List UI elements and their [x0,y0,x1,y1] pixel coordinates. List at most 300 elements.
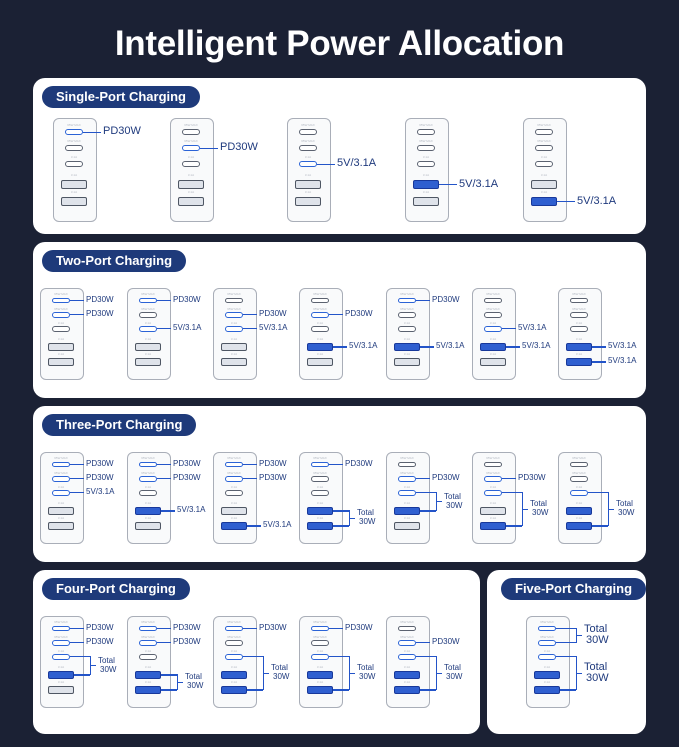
bracket-line [333,525,349,526]
usb-a-port [394,522,420,531]
port-marking: 3.1A [57,484,65,489]
port-marking: 3.1A [230,484,238,489]
usb-c-port [182,161,200,167]
port-marking: 65W MAX [400,306,414,311]
connector-line [592,361,606,362]
usb-a-port [413,180,439,189]
total-label: Total [444,663,461,673]
port-marking: 3.1A [543,648,551,653]
port-marking: 65W MAX [141,306,155,311]
connector-line [243,464,257,465]
power-readout: PD30W [345,458,373,468]
usb-a-port [480,343,506,352]
power-readout: PD30W [259,458,287,468]
usb-c-port [65,161,83,167]
port-marking: 3.1A [230,648,238,653]
usb-a-port [307,507,333,516]
power-readout: PD30W [518,473,546,483]
port-marking: 65W MAX [301,139,315,143]
port-marking: 3.1A [403,336,411,341]
port-marking: 65W MAX [141,620,155,625]
port-marking: 65W MAX [419,139,433,143]
connector-line [243,314,257,315]
total-label: Total [271,663,288,673]
bracket-line [161,674,177,675]
bracket-line [556,628,576,629]
total-label: Total [530,499,547,509]
port-marking: 65W MAX [400,470,414,475]
port-marking: 65W MAX [184,123,198,127]
usb-a-port [534,686,560,695]
connector-line [333,346,347,347]
usb-c-port [570,462,588,468]
usb-a-port [307,686,333,695]
usb-c-port [484,312,502,318]
usb-a-port [135,671,161,680]
port-marking: 65W MAX [141,292,155,297]
port-marking: 3.1A [144,484,152,489]
usb-a-port [531,180,557,189]
usb-a-port [48,686,74,695]
port-marking: 3.1A [316,320,324,325]
power-readout: PD30W [86,622,114,632]
port-marking: 3.1A [230,515,238,520]
bracket-line [263,673,269,674]
bracket-line [556,642,576,643]
port-marking: 3.1A [316,351,324,356]
usb-a-port [135,522,161,531]
power-readout: PD30W [173,622,201,632]
usb-c-port [570,490,588,496]
usb-a-port [135,343,161,352]
port-marking: 65W MAX [227,306,241,311]
usb-c-port [398,490,416,496]
usb-c-port [311,326,329,332]
power-readout: PD30W [432,294,460,304]
total-value: 30W [586,672,609,685]
port-marking: 65W MAX [313,634,327,639]
usb-c-port [139,462,157,468]
port-marking: 65W MAX [227,292,241,297]
connector-line [243,478,257,479]
usb-c-port [535,129,553,135]
section-title-two: Two-Port Charging [42,250,186,272]
usb-a-port [178,180,204,189]
total-value: 30W [618,508,635,518]
port-marking: 3.1A [316,679,324,684]
connector-line [157,464,171,465]
port-marking: 3.1A [403,484,411,489]
power-readout: PD30W [173,637,201,647]
usb-a-port [295,197,321,206]
port-marking: 65W MAX [54,292,68,297]
port-marking: 3.1A [403,679,411,684]
connector-line [329,314,343,315]
usb-a-port [135,686,161,695]
usb-a-port [307,671,333,680]
port-marking: 3.1A [144,515,152,520]
port-marking: 3.1A [489,515,497,520]
usb-a-port [566,343,592,352]
port-marking: 65W MAX [227,456,241,461]
connector-line [70,464,84,465]
port-marking: 65W MAX [400,620,414,625]
port-marking: 3.1A [575,515,583,520]
usb-c-port [484,326,502,332]
port-marking: 3.1A [187,173,195,177]
port-marking: 3.1A [540,173,548,177]
usb-c-port [398,626,416,632]
usb-a-port [394,507,420,516]
total-value: 30W [446,500,463,510]
port-marking: 3.1A [575,484,583,489]
section-title-single: Single-Port Charging [42,86,200,108]
usb-c-port [225,462,243,468]
usb-a-port [295,180,321,189]
usb-c-port [225,640,243,646]
port-marking: 65W MAX [486,470,500,475]
usb-c-port [398,654,416,660]
usb-a-port [307,358,333,367]
port-marking: 65W MAX [540,634,554,639]
usb-c-port [225,312,243,318]
port-marking: 65W MAX [184,139,198,143]
usb-a-port [480,507,506,516]
port-marking: 3.1A [575,336,583,341]
connector-line [243,328,257,329]
power-readout: PD30W [259,309,287,319]
power-readout: PD30W [173,473,201,483]
section-title-three: Three-Port Charging [42,414,196,436]
port-marking: 3.1A [70,155,78,159]
usb-c-port [139,476,157,482]
connector-line [83,132,101,133]
connector-line [70,492,84,493]
bracket-line [576,635,582,636]
port-marking: 3.1A [57,679,65,684]
usb-c-port [52,326,70,332]
usb-c-port [538,640,556,646]
power-readout: PD30W [345,309,373,319]
connector-line [70,314,84,315]
usb-a-port [61,180,87,189]
usb-a-port [566,522,592,531]
power-readout: PD30W [173,294,201,304]
usb-a-port [534,671,560,680]
usb-c-port [417,145,435,151]
usb-a-port [221,507,247,516]
bracket-line [329,656,349,657]
power-readout: PD30W [432,473,460,483]
usb-c-port [311,476,329,482]
port-marking: 3.1A [57,664,65,669]
usb-c-port [398,326,416,332]
connector-line [502,328,516,329]
port-marking: 65W MAX [227,634,241,639]
port-marking: 65W MAX [572,470,586,475]
port-marking: 65W MAX [67,139,81,143]
usb-a-port [307,522,333,531]
usb-c-port [417,129,435,135]
port-marking: 3.1A [316,500,324,505]
connector-line [506,346,520,347]
usb-c-port [484,476,502,482]
usb-a-port [48,522,74,531]
port-marking: 3.1A [187,190,195,194]
usb-c-port [139,640,157,646]
port-marking: 65W MAX [419,123,433,127]
usb-c-port [52,462,70,468]
usb-c-port [311,462,329,468]
usb-c-port [52,490,70,496]
usb-c-port [398,462,416,468]
bracket-line [416,656,436,657]
port-marking: 3.1A [230,320,238,325]
bracket-line [333,689,349,690]
port-marking: 3.1A [57,320,65,325]
connector-line [70,628,84,629]
connector-line [157,328,171,329]
connector-line [329,464,343,465]
usb-a-port [221,522,247,531]
port-marking: 3.1A [489,351,497,356]
connector-line [420,346,434,347]
total-value: 30W [532,508,549,518]
port-marking: 3.1A [316,484,324,489]
usb-c-port [538,654,556,660]
port-marking: 3.1A [422,173,430,177]
port-marking: 3.1A [144,648,152,653]
total-value: 30W [359,517,376,527]
power-readout: 5V/3.1A [349,341,378,351]
usb-c-port [139,490,157,496]
connector-line [329,628,343,629]
connector-line [70,300,84,301]
port-marking: 3.1A [543,679,551,684]
bracket-line [436,501,442,502]
power-readout: 5V/3.1A [459,177,499,190]
connector-line [439,184,457,185]
port-marking: 3.1A [316,336,324,341]
port-marking: 3.1A [575,351,583,356]
usb-c-port [225,626,243,632]
usb-c-port [535,145,553,151]
port-marking: 65W MAX [141,470,155,475]
connector-line [70,642,84,643]
usb-c-port [484,462,502,468]
bracket-line [349,518,355,519]
usb-c-port [52,312,70,318]
connector-line [416,642,430,643]
power-readout: PD30W [86,294,114,304]
bracket-line [161,689,177,690]
usb-c-port [225,298,243,304]
usb-a-port [48,343,74,352]
port-marking: 3.1A [316,648,324,653]
port-marking: 3.1A [304,173,312,177]
total-value: 30W [586,634,609,647]
usb-a-port [48,507,74,516]
bracket-line [522,509,528,510]
port-marking: 3.1A [316,515,324,520]
port-marking: 65W MAX [572,292,586,297]
connector-line [161,510,175,511]
port-marking: 65W MAX [54,620,68,625]
port-marking: 3.1A [575,320,583,325]
usb-c-port [52,640,70,646]
usb-c-port [225,476,243,482]
usb-c-port [570,326,588,332]
usb-a-port [394,671,420,680]
power-readout: PD30W [103,125,141,137]
port-marking: 3.1A [230,500,238,505]
usb-c-port [65,129,83,135]
port-marking: 3.1A [144,351,152,356]
power-readout: 5V/3.1A [173,323,202,333]
port-marking: 3.1A [489,500,497,505]
total-value: 30W [359,672,376,682]
power-readout: 5V/3.1A [436,341,465,351]
connector-line [157,478,171,479]
usb-c-port [311,654,329,660]
bracket-line [420,689,436,690]
usb-c-port [139,298,157,304]
total-value: 30W [446,672,463,682]
usb-c-port [484,298,502,304]
usb-c-port [139,654,157,660]
port-marking: 65W MAX [54,306,68,311]
port-marking: 3.1A [403,351,411,356]
port-marking: 65W MAX [572,456,586,461]
port-marking: 65W MAX [537,139,551,143]
usb-a-port [394,343,420,352]
total-label: Total [185,672,202,682]
usb-c-port [299,129,317,135]
port-marking: 65W MAX [486,456,500,461]
port-marking: 3.1A [575,500,583,505]
port-marking: 65W MAX [486,292,500,297]
port-marking: 3.1A [70,173,78,177]
port-marking: 65W MAX [537,123,551,127]
connector-line [157,628,171,629]
usb-c-port [417,161,435,167]
usb-c-port [65,145,83,151]
bracket-line [416,492,436,493]
usb-a-port [531,197,557,206]
port-marking: 3.1A [403,500,411,505]
usb-c-port [311,490,329,496]
power-readout: 5V/3.1A [518,323,547,333]
usb-a-port [566,358,592,367]
port-marking: 3.1A [144,336,152,341]
usb-c-port [52,476,70,482]
port-marking: 65W MAX [141,634,155,639]
bracket-line [560,689,576,690]
port-marking: 65W MAX [54,470,68,475]
power-readout: 5V/3.1A [608,341,637,351]
port-marking: 3.1A [57,500,65,505]
usb-c-port [139,312,157,318]
port-marking: 3.1A [230,351,238,356]
power-readout: 5V/3.1A [608,356,637,366]
port-marking: 3.1A [489,336,497,341]
usb-c-port [570,476,588,482]
power-readout: 5V/3.1A [263,520,292,530]
power-readout: 5V/3.1A [177,505,206,515]
usb-c-port [299,161,317,167]
total-label: Total [357,508,374,518]
power-readout: 5V/3.1A [86,487,115,497]
bracket-line [177,682,183,683]
connector-line [502,478,516,479]
usb-a-port [48,671,74,680]
usb-c-port [398,640,416,646]
port-marking: 3.1A [187,155,195,159]
port-marking: 3.1A [57,515,65,520]
usb-a-port [480,358,506,367]
page-title: Intelligent Power Allocation [114,24,565,63]
total-label: Total [98,655,115,665]
port-marking: 65W MAX [313,620,327,625]
port-marking: 3.1A [57,351,65,356]
port-marking: 3.1A [230,679,238,684]
bracket-line [556,656,576,657]
usb-a-port [480,522,506,531]
port-marking: 3.1A [57,648,65,653]
port-marking: 3.1A [230,664,238,669]
port-marking: 3.1A [144,500,152,505]
total-value: 30W [100,664,117,674]
port-marking: 3.1A [403,320,411,325]
port-marking: 65W MAX [227,620,241,625]
power-readout: PD30W [259,473,287,483]
connector-line [557,201,575,202]
usb-a-port [178,197,204,206]
port-marking: 3.1A [230,336,238,341]
port-marking: 65W MAX [301,123,315,127]
power-readout: 5V/3.1A [577,194,617,207]
usb-c-port [225,490,243,496]
usb-c-port [299,145,317,151]
section-title-five: Five-Port Charging [501,578,646,600]
port-marking: 3.1A [489,484,497,489]
usb-c-port [52,626,70,632]
bracket-line [506,525,522,526]
usb-c-port [398,476,416,482]
connector-line [243,628,257,629]
power-readout: PD30W [86,309,114,319]
port-marking: 3.1A [403,648,411,653]
power-readout: PD30W [220,141,258,153]
port-marking: 65W MAX [540,620,554,625]
power-readout: 5V/3.1A [522,341,551,351]
power-readout: PD30W [432,637,460,647]
connector-line [317,164,335,165]
bracket-line [243,656,263,657]
port-marking: 65W MAX [313,306,327,311]
usb-c-port [225,654,243,660]
connector-line [416,478,430,479]
port-marking: 3.1A [57,336,65,341]
port-marking: 3.1A [316,664,324,669]
port-marking: 65W MAX [54,634,68,639]
bracket-line [436,673,442,674]
port-marking: 3.1A [144,679,152,684]
bracket-line [247,689,263,690]
connector-line [157,300,171,301]
port-marking: 65W MAX [313,470,327,475]
port-marking: 3.1A [144,320,152,325]
